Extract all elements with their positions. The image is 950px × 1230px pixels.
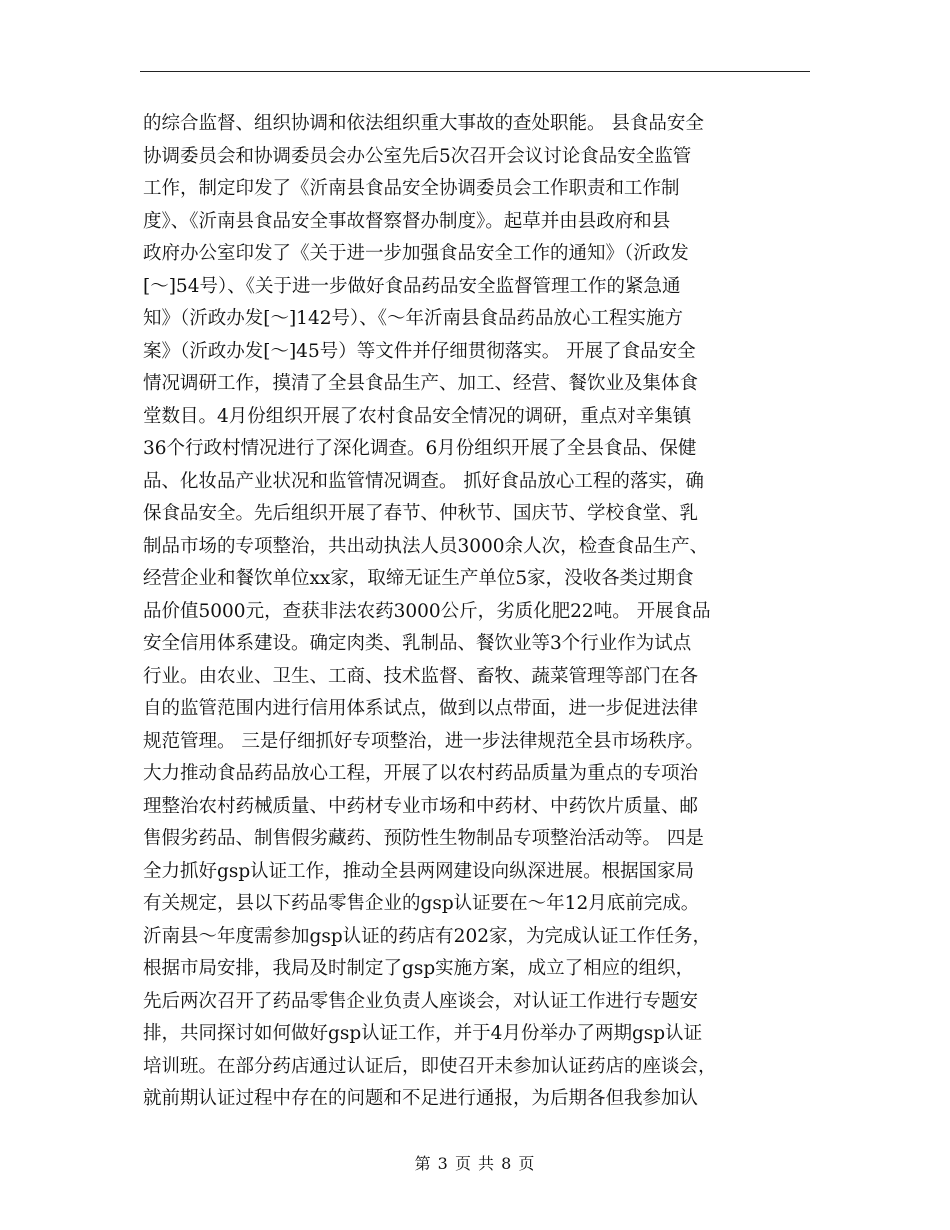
text-line: 协调委员会和协调委员会办公室先后5次召开会议讨论食品安全监管 (143, 145, 692, 167)
text-line: 大力推动食品药品放心工程，开展了以农村药品质量为重点的专项治 (143, 763, 699, 784)
text-line: 36个行政村情况进行了深化调查。6月份组织开展了全县食品、保健 (143, 438, 697, 459)
text-line: 安全信用体系建设。确定肉类、乳制品、餐饮业等3个行业作为试点 (143, 633, 692, 654)
text-line: 规范管理。 三是仔细抓好专项整治，进一步法律规范全县市场秩序。 (143, 730, 704, 752)
header-rule (140, 71, 810, 72)
text-line: 度》、《沂南县食品安全事故督察督办制度》。起草并由县政府和县 (143, 210, 671, 232)
document-body (143, 108, 813, 1116)
text-line: 案》（沂政办发[～]45号）等文件并仔细贯彻落实。 开展了食品安全 (143, 340, 696, 362)
text-line: 排，共同探讨如何做好gsp认证工作，并于4月份举办了两期gsp认证 (143, 1023, 703, 1044)
text-line: 售假劣药品、制售假劣藏药、预防性生物制品专项整治活动等。 四是 (143, 828, 704, 849)
text-line: 自的监管范围内进行信用体系试点，做到以点带面，进一步促进法律 (143, 698, 699, 719)
text-line: 堂数目。4月份组织开展了农村食品安全情况的调研，重点对辛集镇 (143, 405, 692, 427)
text-line: 有关规定，县以下药品零售企业的gsp认证要在～年12月底前完成。 (143, 893, 700, 914)
text-line: 沂南县～年度需参加gsp认证的药店有202家，为完成认证工作任务， (143, 925, 711, 947)
text-line: 先后两次召开了药品零售企业负责人座谈会，对认证工作进行专题安 (143, 990, 699, 1012)
text-line: 政府办公室印发了《关于进一步加强食品安全工作的通知》（沂政发 (143, 243, 689, 264)
text-line: 理整治农村药械质量、中药材专业市场和中药材、中药饮片质量、邮 (143, 795, 699, 817)
page-number-footer: 第 3 页 共 8 页 (414, 1154, 536, 1173)
text-line: 经营企业和餐饮单位xx家，取缔无证生产单位5家，没收各类过期食 (143, 568, 694, 589)
text-line: 保食品安全。先后组织开展了春节、仲秋节、国庆节、学校食堂、乳 (143, 503, 699, 524)
text-line: 品、化妆品产业状况和监管情况调查。 抓好食品放心工程的落实，确 (143, 470, 704, 492)
text-line: 知》（沂政办发[～]142号）、《～年沂南县食品药品放心工程实施方 (143, 308, 683, 329)
text-line: 的综合监督、组织协调和依法组织重大事故的查处职能。 县食品安全 (143, 113, 704, 134)
text-line: 就前期认证过程中存在的问题和不足进行通报，为后期各但我参加认 (143, 1088, 699, 1109)
text-line: 根据市局安排，我局及时制定了gsp实施方案，成立了相应的组织， (143, 958, 695, 979)
text-line: [～]54号）、《关于进一步做好食品药品安全监督管理工作的紧急通 (143, 275, 681, 297)
text-line: 行业。由农业、卫生、工商、技术监督、畜牧、蔬菜管理等部门在各 (143, 665, 699, 687)
text-line: 工作，制定印发了《沂南县食品安全协调委员会工作职责和工作制 (143, 178, 680, 199)
text-line: 品价值5000元，查获非法农药3000公斤，劣质化肥22吨。 开展食品 (143, 600, 711, 622)
text-line: 全力抓好gsp认证工作，推动全县两网建设向纵深进展。根据国家局 (143, 860, 695, 882)
text-line: 培训班。在部分药店通过认证后，即使召开未参加认证药店的座谈会， (143, 1055, 717, 1077)
text-line: 情况调研工作，摸清了全县食品生产、加工、经营、餐饮业及集体食 (143, 373, 699, 394)
text-line: 制品市场的专项整治，共出动执法人员3000余人次，检查食品生产、 (143, 535, 709, 557)
